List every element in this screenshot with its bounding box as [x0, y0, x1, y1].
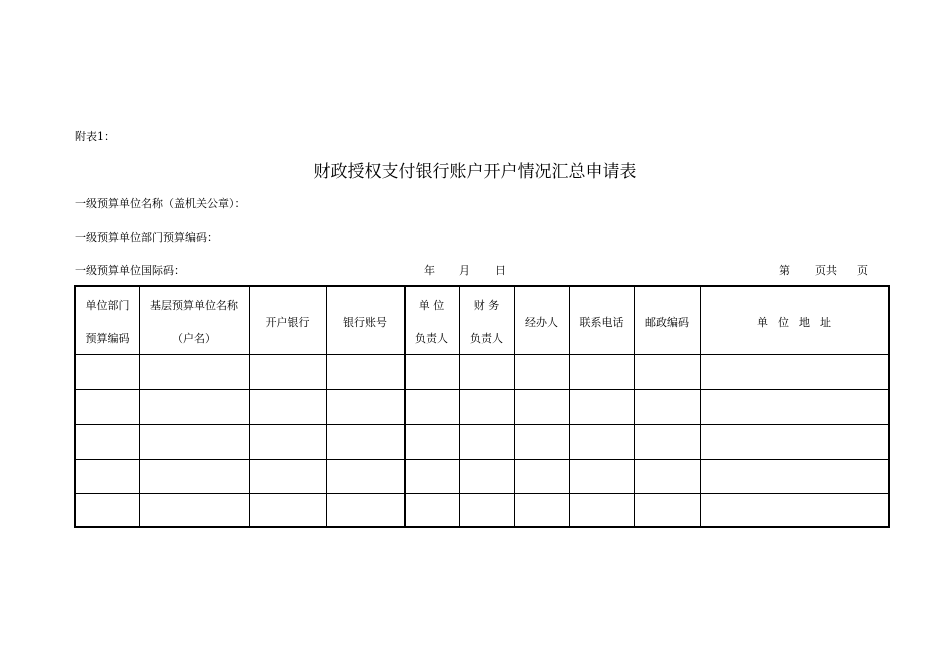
- header-unit-name: [139, 287, 249, 356]
- header-text: 单位地址: [757, 315, 841, 329]
- date-day-label: 日: [495, 264, 506, 277]
- header-dept-budget-code: [76, 287, 139, 356]
- header-phone: [569, 287, 634, 356]
- date-year-label: 年: [424, 264, 435, 277]
- form-title: 财政授权支付银行账户开户情况汇总申请表: [313, 162, 637, 182]
- application-table: [74, 285, 890, 528]
- header-text: 单 位: [418, 299, 445, 312]
- header-text: 负责人: [415, 332, 448, 345]
- header-text: 开户银行: [265, 315, 310, 329]
- header-finance-head: [459, 287, 514, 356]
- unit-name-field-label: 一级预算单位名称（盖机关公章）：: [75, 197, 246, 210]
- header-text: 联系电话: [579, 315, 624, 329]
- header-text: 邮政编码: [645, 315, 689, 329]
- header-text: 银行账号: [343, 315, 387, 329]
- row-divider: [76, 459, 888, 460]
- header-account-number: [326, 287, 404, 356]
- header-handler: [514, 287, 569, 356]
- header-text: 负责人: [470, 332, 503, 345]
- header-text: 单位部门: [85, 299, 130, 312]
- header-text: 预算编码: [85, 332, 130, 345]
- dept-code-field-label: 一级预算单位部门预算编码：: [75, 231, 218, 244]
- header-text: 经办人: [525, 315, 558, 329]
- header-text: 财 务: [473, 299, 500, 312]
- page-suffix-label: 页: [857, 264, 868, 277]
- attachment-label: 附表1：: [75, 130, 115, 143]
- row-divider: [76, 424, 888, 425]
- header-text: 基层预算单位名称: [150, 299, 238, 312]
- header-address: [700, 287, 888, 356]
- row-divider: [76, 389, 888, 390]
- row-divider: [76, 493, 888, 494]
- page-prefix-label: 第: [779, 264, 790, 277]
- header-bank: [249, 287, 326, 356]
- page-middle-label: 页共: [815, 264, 837, 277]
- date-month-label: 月: [459, 264, 470, 277]
- header-unit-head: [404, 287, 459, 356]
- header-text: （户名）: [172, 332, 216, 345]
- header-postcode: [634, 287, 700, 356]
- national-code-field-label: 一级预算单位国际码：: [75, 264, 185, 277]
